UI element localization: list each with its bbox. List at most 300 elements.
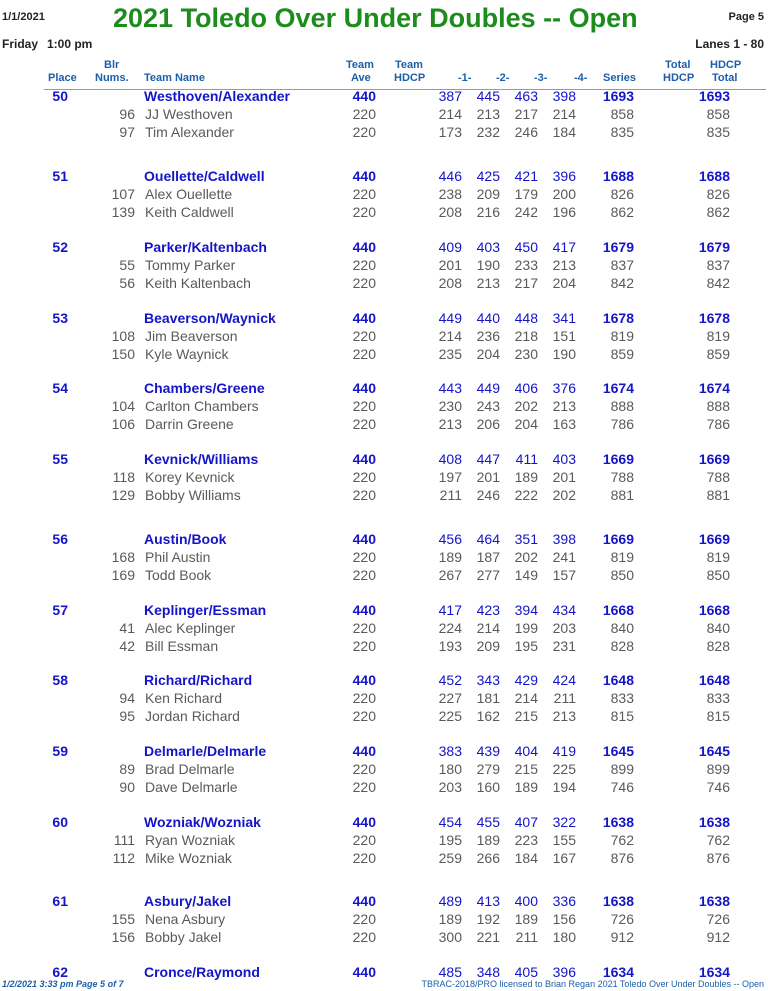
bowler-number: 97 — [119, 124, 135, 140]
bowler-hdcp-total: 876 — [706, 850, 730, 866]
bowler-game-1: 195 — [438, 832, 462, 848]
team-game-1: 489 — [438, 893, 462, 909]
bowler-average: 220 — [352, 346, 376, 362]
bowler-row — [0, 638, 768, 654]
bowler-hdcp-total: 888 — [706, 398, 730, 414]
bowler-game-4: 241 — [552, 549, 576, 565]
bowler-game-1: 189 — [438, 911, 462, 927]
team-average: 440 — [352, 893, 376, 909]
bowler-game-1: 211 — [439, 487, 462, 503]
bowler-name: Carlton Chambers — [145, 398, 259, 414]
team-average: 440 — [352, 964, 376, 980]
col-blr-top: Blr — [104, 59, 120, 71]
bowler-game-3: 202 — [514, 398, 538, 414]
bowler-name: Alex Ouellette — [145, 186, 233, 202]
bowler-hdcp-total: 819 — [706, 549, 730, 565]
bowler-average: 220 — [352, 204, 376, 220]
bowler-game-2: 201 — [476, 469, 500, 485]
team-place: 52 — [52, 239, 68, 255]
bowler-game-2: 243 — [476, 398, 500, 414]
bowler-average: 220 — [352, 911, 376, 927]
team-average: 440 — [352, 168, 376, 184]
bowler-name: Bobby Williams — [145, 487, 241, 503]
team-game-2: 464 — [476, 531, 500, 547]
team-name: Delmarle/Delmarle — [144, 743, 267, 759]
team-game-4: 403 — [552, 451, 576, 467]
bowler-game-1: 173 — [438, 124, 462, 140]
bowler-game-1: 227 — [438, 690, 462, 706]
bowler-game-2: 206 — [476, 416, 500, 432]
team-place: 50 — [52, 88, 68, 104]
team-game-1: 409 — [438, 239, 462, 255]
bowler-row — [0, 779, 768, 795]
bowler-name: Nena Asbury — [145, 911, 226, 927]
bowler-series: 833 — [610, 690, 634, 706]
col-game-4: -4- — [574, 72, 588, 84]
team-game-4: 398 — [552, 88, 576, 104]
team-game-2: 425 — [476, 168, 500, 184]
team-game-1: 456 — [438, 531, 462, 547]
team-series: 1638 — [602, 893, 634, 909]
bowler-average: 220 — [352, 620, 376, 636]
bowler-name: Brad Delmarle — [145, 761, 235, 777]
bowler-series: 815 — [610, 708, 634, 724]
team-game-2: 413 — [476, 893, 500, 909]
bowler-average: 220 — [352, 275, 376, 291]
team-place: 62 — [52, 964, 68, 980]
bowler-row — [0, 929, 768, 945]
team-average: 440 — [352, 814, 376, 830]
team-game-3: 407 — [514, 814, 538, 830]
team-name: Ouellette/Caldwell — [144, 168, 265, 184]
bowler-hdcp-total: 815 — [706, 708, 730, 724]
bowler-average: 220 — [352, 328, 376, 344]
bowler-game-2: 162 — [476, 708, 500, 724]
team-game-3: 405 — [514, 964, 538, 980]
bowler-row — [0, 832, 768, 848]
bowler-number: 96 — [119, 106, 135, 122]
team-row — [0, 814, 768, 830]
bowler-game-3: 242 — [514, 204, 538, 220]
team-game-2: 403 — [476, 239, 500, 255]
bowler-name: Keith Kaltenbach — [145, 275, 251, 291]
team-series: 1668 — [602, 602, 634, 618]
bowler-game-1: 235 — [438, 346, 462, 362]
team-average: 440 — [352, 239, 376, 255]
bowler-game-3: 215 — [514, 761, 538, 777]
bowler-series: 862 — [610, 204, 634, 220]
bowler-row — [0, 850, 768, 866]
bowler-series: 858 — [610, 106, 634, 122]
team-hdcp-total: 1688 — [698, 168, 730, 184]
bowler-row — [0, 398, 768, 414]
bowler-hdcp-total: 912 — [706, 929, 730, 945]
bowler-game-1: 214 — [438, 106, 462, 122]
team-name: Austin/Book — [144, 531, 227, 547]
bowler-row — [0, 257, 768, 273]
bowler-game-2: 160 — [476, 779, 500, 795]
bowler-game-3: 189 — [514, 779, 538, 795]
bowler-hdcp-total: 788 — [706, 469, 730, 485]
team-game-1: 449 — [438, 310, 462, 326]
team-hdcp-total: 1669 — [698, 451, 730, 467]
bowler-game-2: 189 — [476, 832, 500, 848]
team-average: 440 — [352, 88, 376, 104]
team-game-1: 443 — [438, 380, 462, 396]
team-game-3: 450 — [514, 239, 538, 255]
bowler-game-4: 156 — [552, 911, 576, 927]
bowler-average: 220 — [352, 850, 376, 866]
team-game-1: 387 — [438, 88, 462, 104]
team-name: Asbury/Jakel — [144, 893, 232, 909]
bowler-game-2: 266 — [476, 850, 500, 866]
team-row — [0, 531, 768, 547]
team-series: 1669 — [602, 531, 634, 547]
bowler-hdcp-total: 726 — [706, 911, 730, 927]
bowler-series: 835 — [610, 124, 634, 140]
bowler-game-2: 236 — [476, 328, 500, 344]
bowler-game-4: 214 — [552, 106, 576, 122]
bowler-average: 220 — [352, 186, 376, 202]
bowler-number: 168 — [111, 549, 135, 565]
bowler-game-2: 216 — [476, 204, 500, 220]
col-team-hdcp-top: Team — [395, 59, 423, 71]
bowler-name: Ryan Wozniak — [145, 832, 236, 848]
bowler-row — [0, 567, 768, 583]
bowler-game-4: 204 — [552, 275, 576, 291]
team-series: 1678 — [602, 310, 634, 326]
col-series: Series — [603, 72, 637, 84]
team-name: Chambers/Greene — [144, 380, 265, 396]
team-game-4: 396 — [552, 964, 576, 980]
team-game-1: 485 — [438, 964, 462, 980]
bowler-game-1: 238 — [438, 186, 462, 202]
team-row — [0, 310, 768, 326]
bowler-series: 888 — [610, 398, 634, 414]
bowler-game-2: 190 — [476, 257, 500, 273]
team-game-2: 447 — [476, 451, 500, 467]
bowler-game-4: 201 — [552, 469, 576, 485]
team-place: 59 — [52, 743, 68, 759]
bowler-name: Phil Austin — [145, 549, 211, 565]
team-row — [0, 602, 768, 618]
team-average: 440 — [352, 531, 376, 547]
team-name: Richard/Richard — [144, 672, 253, 688]
team-game-2: 423 — [476, 602, 500, 618]
team-hdcp-total: 1679 — [698, 239, 730, 255]
bowler-name: Tommy Parker — [145, 257, 236, 273]
team-place: 51 — [52, 168, 68, 184]
bowler-series: 842 — [610, 275, 634, 291]
team-hdcp-total: 1669 — [698, 531, 730, 547]
bowler-name: Dave Delmarle — [145, 779, 238, 795]
team-game-1: 383 — [438, 743, 462, 759]
bowler-game-4: 231 — [552, 638, 576, 654]
col-team-ave-top: Team — [346, 59, 374, 71]
bowler-average: 220 — [352, 398, 376, 414]
bowler-name: Jim Beaverson — [145, 328, 238, 344]
bowler-hdcp-total: 850 — [706, 567, 730, 583]
col-game-3: -3- — [534, 72, 548, 84]
team-game-4: 336 — [552, 893, 576, 909]
col-game-2: -2- — [496, 72, 510, 84]
bowler-game-4: 213 — [552, 257, 576, 273]
bowler-row — [0, 328, 768, 344]
bowler-game-4: 196 — [552, 204, 576, 220]
bowler-series: 819 — [610, 549, 634, 565]
col-hdcp-total-bottom: Total — [712, 72, 738, 84]
bowler-number: 41 — [119, 620, 135, 636]
team-game-4: 417 — [552, 239, 576, 255]
bowler-series: 746 — [610, 779, 634, 795]
team-game-4: 322 — [552, 814, 576, 830]
team-game-2: 440 — [476, 310, 500, 326]
bowler-row — [0, 275, 768, 291]
bowler-game-3: 246 — [514, 124, 538, 140]
bowler-game-1: 213 — [438, 416, 462, 432]
team-game-4: 398 — [552, 531, 576, 547]
team-row — [0, 168, 768, 184]
team-place: 56 — [52, 531, 68, 547]
bowler-average: 220 — [352, 779, 376, 795]
bowler-number: 90 — [119, 779, 135, 795]
bowler-game-2: 221 — [476, 929, 500, 945]
bowler-game-3: 199 — [514, 620, 538, 636]
bowler-row — [0, 620, 768, 636]
team-hdcp-total: 1678 — [698, 310, 730, 326]
bowler-name: JJ Westhoven — [145, 106, 233, 122]
team-series: 1634 — [602, 964, 634, 980]
bowler-hdcp-total: 840 — [706, 620, 730, 636]
team-place: 60 — [52, 814, 68, 830]
bowler-game-3: 184 — [514, 850, 538, 866]
bowler-number: 169 — [111, 567, 135, 583]
team-game-3: 411 — [515, 451, 538, 467]
team-name: Kevnick/Williams — [144, 451, 259, 467]
team-game-2: 348 — [476, 964, 500, 980]
team-game-1: 417 — [438, 602, 462, 618]
bowler-hdcp-total: 786 — [706, 416, 730, 432]
bowler-hdcp-total: 842 — [706, 275, 730, 291]
bowler-average: 220 — [352, 832, 376, 848]
bowler-name: Ken Richard — [145, 690, 223, 706]
print-info: 1/2/2021 3:33 pm Page 5 of 7 — [2, 979, 124, 989]
bowler-name: Bobby Jakel — [145, 929, 222, 945]
team-hdcp-total: 1634 — [698, 964, 730, 980]
bowler-row — [0, 469, 768, 485]
bowler-name: Tim Alexander — [145, 124, 234, 140]
bowler-game-2: 214 — [476, 620, 500, 636]
team-place: 58 — [52, 672, 68, 688]
bowler-game-4: 225 — [552, 761, 576, 777]
bowler-game-3: 211 — [515, 929, 538, 945]
bowler-row — [0, 690, 768, 706]
col-blr-bottom: Nums. — [95, 72, 129, 84]
bowler-series: 762 — [610, 832, 634, 848]
bowler-game-2: 204 — [476, 346, 500, 362]
team-game-1: 452 — [438, 672, 462, 688]
bowler-game-3: 204 — [514, 416, 538, 432]
bowler-game-1: 259 — [438, 850, 462, 866]
bowler-number: 139 — [111, 204, 135, 220]
team-row — [0, 893, 768, 909]
bowler-game-2: 232 — [476, 124, 500, 140]
bowler-game-4: 194 — [552, 779, 576, 795]
team-row — [0, 88, 768, 104]
team-row — [0, 239, 768, 255]
bowler-row — [0, 708, 768, 724]
bowler-game-4: 151 — [552, 328, 576, 344]
bowler-hdcp-total: 899 — [706, 761, 730, 777]
team-series: 1693 — [602, 88, 634, 104]
bowler-row — [0, 761, 768, 777]
bowler-game-1: 267 — [438, 567, 462, 583]
team-game-2: 455 — [476, 814, 500, 830]
bowler-hdcp-total: 746 — [706, 779, 730, 795]
bowler-name: Keith Caldwell — [145, 204, 234, 220]
team-series: 1674 — [602, 380, 634, 396]
bowler-series: 850 — [610, 567, 634, 583]
bowler-number: 129 — [111, 487, 135, 503]
bowler-hdcp-total: 881 — [706, 487, 730, 503]
bowler-name: Korey Kevnick — [145, 469, 235, 485]
team-average: 440 — [352, 743, 376, 759]
bowler-number: 56 — [119, 275, 135, 291]
team-name: Westhoven/Alexander — [144, 88, 291, 104]
session-time: 1:00 pm — [47, 37, 93, 51]
bowler-game-1: 189 — [438, 549, 462, 565]
team-game-3: 404 — [514, 743, 538, 759]
team-series: 1669 — [602, 451, 634, 467]
bowler-game-2: 181 — [476, 690, 500, 706]
bowler-row — [0, 106, 768, 122]
session-day: Friday — [2, 37, 39, 51]
bowler-name: Alec Keplinger — [145, 620, 236, 636]
bowler-hdcp-total: 859 — [706, 346, 730, 362]
team-series: 1648 — [602, 672, 634, 688]
team-game-3: 406 — [514, 380, 538, 396]
bowler-game-1: 208 — [438, 204, 462, 220]
bowler-game-4: 213 — [552, 398, 576, 414]
bowler-row — [0, 487, 768, 503]
team-place: 54 — [52, 380, 68, 396]
team-game-3: 463 — [514, 88, 538, 104]
bowler-game-4: 211 — [553, 690, 576, 706]
team-average: 440 — [352, 672, 376, 688]
team-average: 440 — [352, 602, 376, 618]
bowler-number: 94 — [119, 690, 135, 706]
bowler-number: 112 — [112, 850, 135, 866]
team-game-3: 351 — [514, 531, 538, 547]
bowler-average: 220 — [352, 638, 376, 654]
col-team-hdcp-bottom: HDCP — [394, 72, 426, 84]
bowler-game-3: 218 — [514, 328, 538, 344]
bowler-series: 912 — [610, 929, 634, 945]
team-game-3: 400 — [514, 893, 538, 909]
bowler-series: 826 — [610, 186, 634, 202]
bowler-number: 95 — [119, 708, 135, 724]
team-hdcp-total: 1638 — [698, 814, 730, 830]
bowler-average: 220 — [352, 257, 376, 273]
bowler-game-4: 184 — [552, 124, 576, 140]
col-team-ave-bottom: Ave — [351, 72, 371, 84]
bowler-hdcp-total: 833 — [706, 690, 730, 706]
bowler-name: Kyle Waynick — [145, 346, 229, 362]
bowler-game-1: 208 — [438, 275, 462, 291]
bowler-average: 220 — [352, 567, 376, 583]
team-game-2: 439 — [476, 743, 500, 759]
bowler-number: 42 — [119, 638, 135, 654]
bowler-name: Todd Book — [145, 567, 212, 583]
bowler-hdcp-total: 828 — [706, 638, 730, 654]
bowler-hdcp-total: 862 — [706, 204, 730, 220]
bowler-name: Jordan Richard — [145, 708, 240, 724]
team-series: 1688 — [602, 168, 634, 184]
bowler-row — [0, 346, 768, 362]
bowler-series: 837 — [610, 257, 634, 273]
bowler-row — [0, 549, 768, 565]
bowler-game-4: 213 — [552, 708, 576, 724]
bowler-average: 220 — [352, 124, 376, 140]
bowler-game-1: 193 — [438, 638, 462, 654]
bowler-game-2: 279 — [476, 761, 500, 777]
team-game-3: 448 — [514, 310, 538, 326]
bowler-series: 819 — [610, 328, 634, 344]
team-game-4: 424 — [552, 672, 576, 688]
team-average: 440 — [352, 451, 376, 467]
bowler-game-3: 214 — [514, 690, 538, 706]
bowler-average: 220 — [352, 469, 376, 485]
bowler-series: 859 — [610, 346, 634, 362]
bowler-row — [0, 416, 768, 432]
bowler-number: 156 — [111, 929, 135, 945]
bowler-series: 788 — [610, 469, 634, 485]
bowler-game-3: 217 — [514, 106, 538, 122]
bowler-average: 220 — [352, 416, 376, 432]
bowler-row — [0, 186, 768, 202]
team-game-4: 419 — [552, 743, 576, 759]
bowler-average: 220 — [352, 708, 376, 724]
bowler-game-4: 180 — [552, 929, 576, 945]
bowler-series: 876 — [610, 850, 634, 866]
team-hdcp-total: 1645 — [698, 743, 730, 759]
bowler-game-4: 167 — [552, 850, 576, 866]
bowler-game-2: 209 — [476, 186, 500, 202]
team-name: Keplinger/Essman — [144, 602, 267, 618]
bowler-game-3: 149 — [514, 567, 538, 583]
bowler-game-1: 224 — [438, 620, 462, 636]
team-row — [0, 451, 768, 467]
bowler-game-2: 246 — [476, 487, 500, 503]
bowler-average: 220 — [352, 106, 376, 122]
bowler-game-1: 180 — [438, 761, 462, 777]
bowler-game-4: 200 — [552, 186, 576, 202]
bowler-game-1: 225 — [438, 708, 462, 724]
bowler-number: 106 — [111, 416, 135, 432]
team-series: 1645 — [602, 743, 634, 759]
bowler-name: Darrin Greene — [145, 416, 234, 432]
bowler-name: Mike Wozniak — [145, 850, 232, 866]
bowler-game-3: 179 — [514, 186, 538, 202]
bowler-game-3: 202 — [514, 549, 538, 565]
team-place: 57 — [52, 602, 68, 618]
bowler-game-3: 217 — [514, 275, 538, 291]
team-row — [0, 964, 768, 980]
team-game-1: 408 — [438, 451, 462, 467]
report-title: 2021 Toledo Over Under Doubles -- Open — [113, 3, 638, 33]
col-hdcp-total-top: HDCP — [710, 59, 742, 71]
bowler-game-3: 189 — [514, 911, 538, 927]
